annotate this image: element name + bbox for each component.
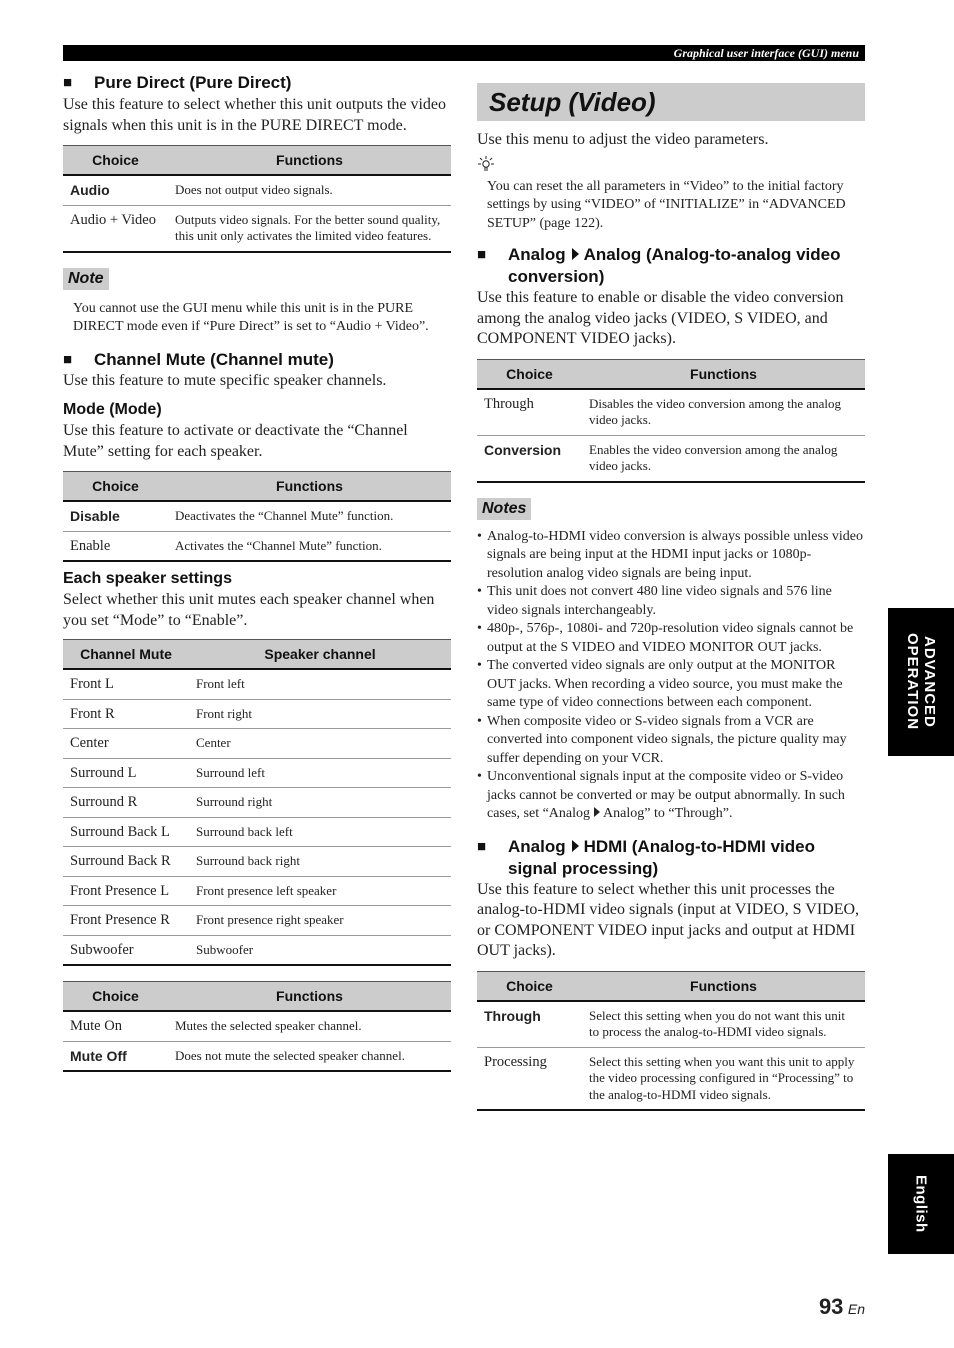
hint-block	[477, 155, 865, 234]
table-row: Conversion Enables the video conversion among the analog video jacks.	[477, 435, 865, 482]
right-arrow-icon	[572, 248, 579, 260]
list-item: • 480p-, 576p-, 1080i- and 720p-resolution video signals cannot be output at the S VIDEO and VIDEO MONITOR OUT jacks.	[477, 620, 865, 657]
note-text: You cannot use the GUI menu while this unit is in the PURE DIRECT mode even if “Pure Direct” is set to “Audio + Video”.	[73, 300, 429, 334]
table-row: Enable Activates the “Channel Mute” function.	[63, 531, 451, 561]
table-row: Through Select this setting when you do not want this unit to process the analog-to-HDMI video signals.	[477, 1001, 865, 1048]
table-row: Front Presence L Front presence left speaker	[63, 876, 451, 906]
mode-desc: Use this feature to activate or deactivate the “Channel Mute” setting for each speaker.	[63, 422, 408, 460]
header-text: Graphical user interface (GUI) menu	[673, 46, 859, 60]
side-tab-advanced-operation: ADVANCED OPERATION	[888, 608, 954, 756]
channel-mute-heading: ■ Channel Mute (Channel mute)	[63, 349, 334, 369]
table-header: Functions	[582, 971, 865, 1001]
table-row: Mute Off Does not mute the selected speaker channel.	[63, 1041, 451, 1071]
mode-table	[63, 471, 451, 562]
table-row: Front Presence R Front presence right speaker	[63, 906, 451, 936]
speaker-channel-table	[63, 639, 451, 966]
table-row: Processing Select this setting when you want this unit to apply the video processing configured in “Processing” to the analog-to-HDMI video signals.	[477, 1047, 865, 1110]
table-row: Surround L Surround left	[63, 758, 451, 788]
table-row: Front R Front right	[63, 699, 451, 729]
setup-title-box	[477, 83, 865, 121]
table-row: Mute On Mutes the selected speaker channel.	[63, 1011, 451, 1041]
table-header: Choice	[477, 971, 582, 1001]
each-speaker-desc: Select whether this unit mutes each speaker channel when you set “Mode” to “Enable”.	[63, 591, 435, 629]
left-column	[63, 72, 451, 1072]
channel-mute-desc: Use this feature to mute specific speaker channels.	[63, 371, 387, 389]
list-item: • Unconventional signals input at the composite video or S-video jacks cannot be converted or may be output abnormally. In such cases, set “Analog Analog” to “Through”.	[477, 768, 865, 824]
table-row: Through Disables the video conversion among the analog video jacks.	[477, 389, 865, 436]
table-row: Center Center	[63, 729, 451, 759]
table-header: Functions	[168, 472, 451, 502]
notes-list	[477, 528, 865, 824]
table-row: Surround Back R Surround back right	[63, 847, 451, 877]
analog-hdmi-table	[477, 971, 865, 1112]
list-item: • When composite video or S-video signals from a VCR are converted into component video signals, the picture quality may suffer depending on your VCR.	[477, 713, 865, 769]
table-header: Functions	[168, 982, 451, 1012]
square-bullet-icon: ■	[477, 246, 487, 263]
analog-analog-table	[477, 359, 865, 483]
table-row: Surround R Surround right	[63, 788, 451, 818]
pure-direct-desc: Use this feature to select whether this unit outputs the video signals when this unit is in the PURE DIRECT mode.	[63, 96, 447, 134]
table-row: Audio + Video Outputs video signals. For the better sound quality, this unit only activates the limited video features.	[63, 205, 451, 252]
table-header: Functions	[582, 359, 865, 389]
table-header: Channel Mute	[63, 640, 189, 670]
mode-heading: Mode (Mode)	[63, 401, 162, 418]
analog-hdmi-desc: Use this feature to select whether this unit processes the analog-to-HDMI video signals (input at VIDEO, S VIDEO, or COMPONENT VIDEO input jacks and output at HDMI OUT jacks).	[477, 880, 860, 959]
list-item: • The converted video signals are only output at the MONITOR OUT jacks. When recording a video source, you must make the same type of video connections between each component.	[477, 657, 865, 713]
table-header: Choice	[63, 472, 168, 502]
notes-badge: Notes	[477, 498, 531, 520]
analog-analog-heading: ■ Analog Analog (Analog-to-analog video conversion)	[477, 245, 841, 286]
lightbulb-icon	[477, 155, 497, 173]
list-item: • This unit does not convert 480 line video signals and 576 line video signals interchangeably.	[477, 583, 865, 620]
table-row: Disable Deactivates the “Channel Mute” function.	[63, 501, 451, 531]
pure-direct-table	[63, 145, 451, 253]
table-header: Choice	[63, 146, 168, 176]
table-row: Audio Does not output video signals.	[63, 175, 451, 205]
analog-hdmi-heading: ■ Analog HDMI (Analog-to-HDMI video signal processing)	[477, 836, 815, 878]
list-item: • Analog-to-HDMI video conversion is always possible unless video signals are being input at the HDMI input jacks or 1080p-resolution analog video signals are being input.	[477, 528, 865, 584]
analog-analog-desc: Use this feature to enable or disable the video conversion among the analog video jacks (VIDEO, S VIDEO, and COMPONENT VIDEO jacks).	[477, 289, 844, 347]
table-header: Functions	[168, 146, 451, 176]
hint-text: You can reset the all parameters in “Video” to the initial factory settings by using “VIDEO” of “INITIALIZE” in “ADVANCED SETUP” (page 122).	[487, 178, 846, 231]
table-row: Surround Back L Surround back left	[63, 817, 451, 847]
setup-intro: Use this menu to adjust the video parameters.	[477, 131, 769, 148]
table-header: Choice	[63, 982, 168, 1012]
right-arrow-icon	[594, 807, 600, 817]
table-row: Subwoofer Subwoofer	[63, 935, 451, 965]
page-number: 93 En	[818, 1294, 865, 1319]
mute-table	[63, 981, 451, 1072]
right-column	[477, 83, 865, 1111]
right-arrow-icon	[572, 840, 579, 852]
header-bar	[63, 45, 865, 61]
each-speaker-heading: Each speaker settings	[63, 570, 232, 587]
square-bullet-icon: ■	[63, 74, 73, 91]
note-badge: Note	[63, 268, 109, 290]
pure-direct-heading: ■ Pure Direct (Pure Direct)	[63, 73, 292, 92]
square-bullet-icon: ■	[477, 837, 487, 855]
side-tab-english: English	[888, 1154, 954, 1254]
table-header: Speaker channel	[189, 640, 451, 670]
table-row: Front L Front left	[63, 669, 451, 699]
square-bullet-icon: ■	[63, 350, 73, 368]
table-header: Choice	[477, 359, 582, 389]
page-title: Setup (Video)	[489, 86, 656, 117]
